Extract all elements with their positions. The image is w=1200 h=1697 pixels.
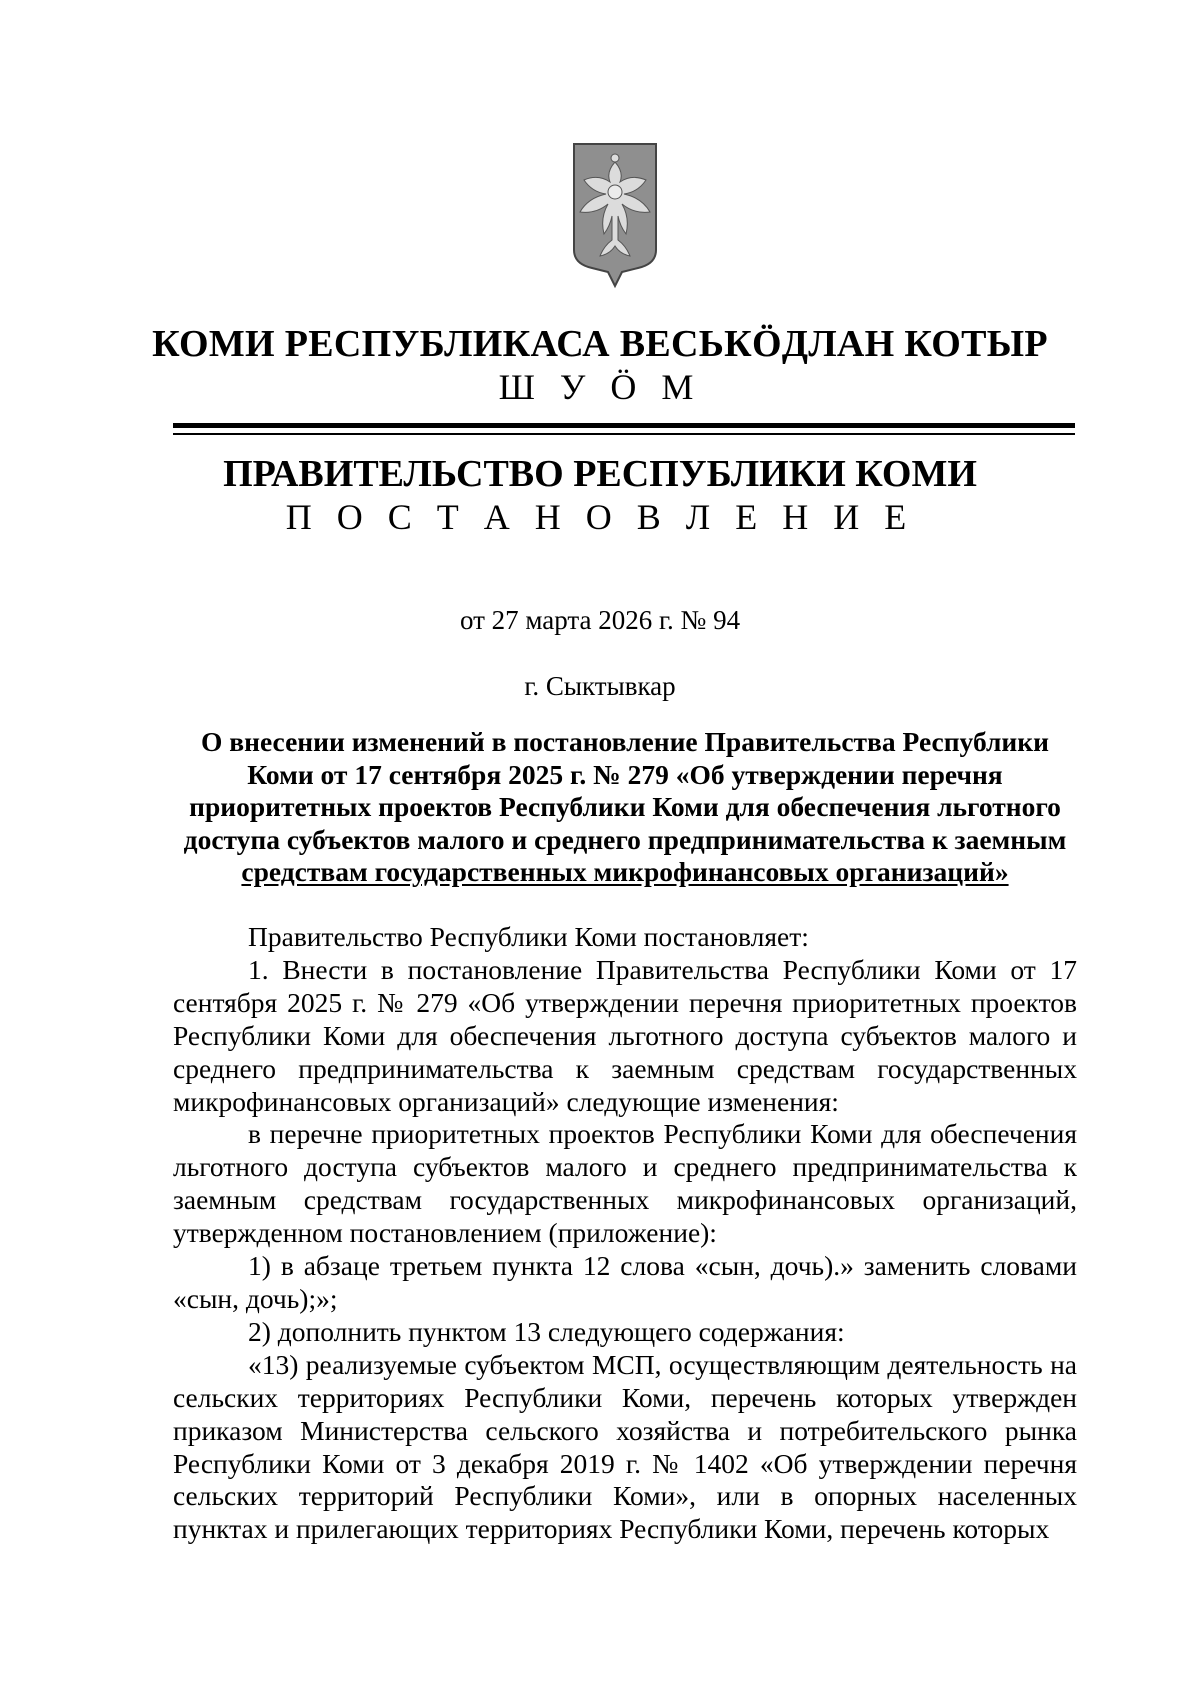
- heading-line: Коми от 17 сентября 2025 г. № 279 «Об утверждении перечня: [247, 758, 1003, 790]
- heading-line: доступа субъектов малого и среднего предпринимательства к заемным: [183, 823, 1067, 855]
- header-divider-thin: [173, 433, 1075, 435]
- header-title-komi: КОМИ РЕСПУБЛИКАСА ВЕСЬКӦДЛАН КОТЫР: [152, 323, 1048, 365]
- document-heading: [172, 726, 1078, 889]
- header-subtitle-ru: П О С Т А Н О В Л Е Н И Е: [285, 497, 915, 537]
- body-paragraph: «13) реализуемые субъектом МСП, осуществляющим деятельность на сельских территориях Республики Коми, перечень которых утвержден приказом Министерства сельского хозяйства и потребительского рынка Республики Коми от 3 декабря 2019 г. № 1402 «Об утверждении перечня сельских территорий Республики Коми», или в опорных населенных пунктах и прилегающих территориях Республики Коми, перечень которых: [173, 1348, 1077, 1545]
- body-paragraph: Правительство Республики Коми постановляет:: [248, 921, 809, 952]
- body-paragraph: 1) в абзаце третьем пункта 12 слова «сын, дочь).» заменить словами «сын, дочь);»;: [173, 1250, 1077, 1314]
- header-subtitle-komi: Ш У Ӧ М: [498, 367, 702, 407]
- document-body: [173, 921, 1077, 1546]
- body-paragraph: в перечне приоритетных проектов Республики Коми для обеспечения льготного доступа субъектов малого и среднего предпринимательства к заемным средствам государственных микрофинансовых организаций, утвержденном постановлением (приложение):: [173, 1118, 1077, 1249]
- heading-line: О внесении изменений в постановление Правительства Республики: [201, 726, 1049, 757]
- header-title-ru: ПРАВИТЕЛЬСТВО РЕСПУБЛИКИ КОМИ: [223, 453, 977, 495]
- document-date-number: от 27 марта 2026 г. № 94: [459, 605, 741, 635]
- body-paragraph: 1. Внести в постановление Правительства Республики Коми от 17 сентября 2025 г. № 279 «Об утверждении перечня приоритетных проектов Республики Коми для обеспечения льготного доступа субъектов малого и среднего предпринимательства к заемным средствам государственных микрофинансовых организаций» следующие изменения:: [173, 953, 1077, 1117]
- heading-line: приоритетных проектов Республики Коми для обеспечения льготного: [189, 791, 1061, 822]
- document-city: г. Сыктывкар: [524, 671, 676, 701]
- body-paragraph: 2) дополнить пунктом 13 следующего содержания:: [248, 1315, 845, 1347]
- komi-coat-of-arms-icon: [570, 140, 660, 290]
- header-divider-thick: [173, 423, 1075, 428]
- heading-line-underlined: средствам государственных микрофинансовых организаций»: [241, 856, 1009, 887]
